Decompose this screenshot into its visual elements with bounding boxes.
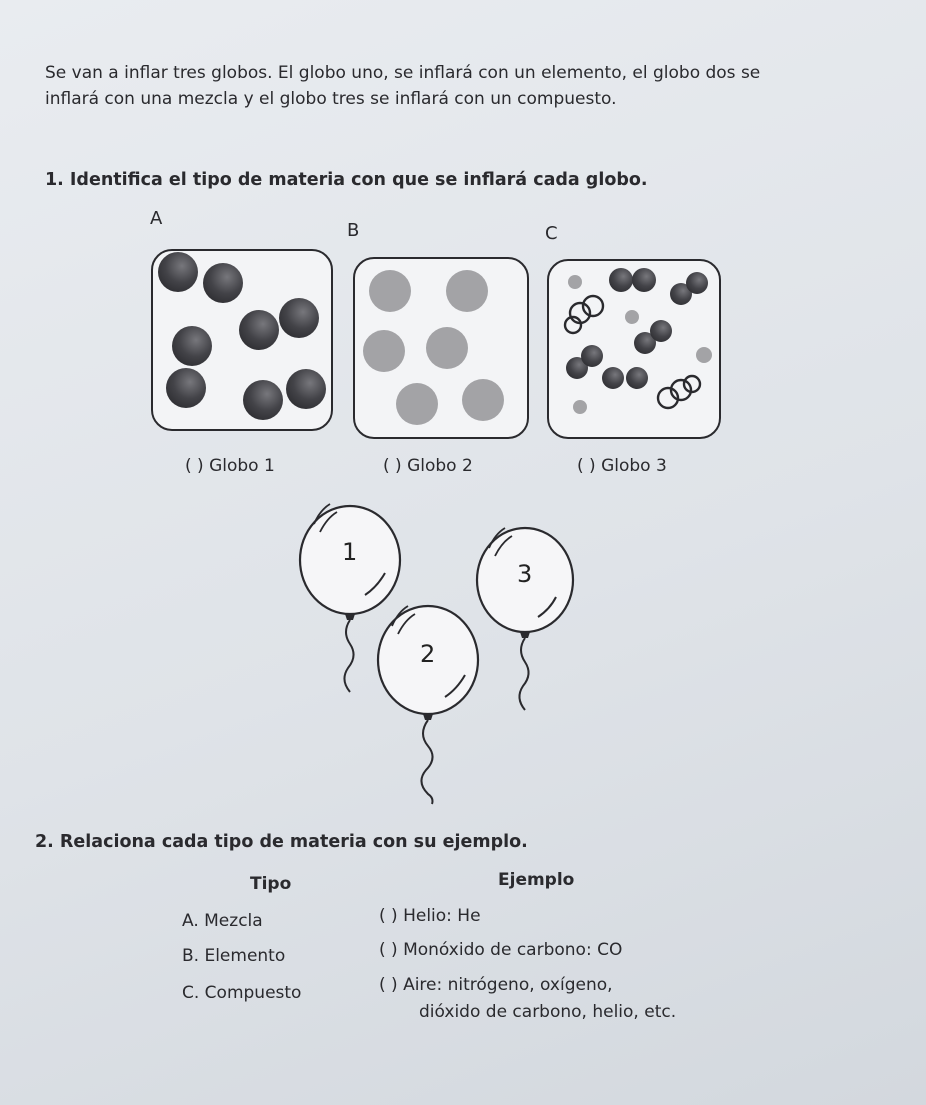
atom-b4	[426, 327, 468, 369]
example-monoxido[interactable]: ( ) Monóxido de carbono: CO	[379, 940, 623, 960]
atom-b6	[462, 379, 504, 421]
type-compuesto: C. Compuesto	[182, 983, 302, 1003]
box-b-element	[354, 258, 528, 438]
intro-line-1: Se van a inflar tres globos. El globo uno, se inflará con un elemento, el globo dos se	[45, 63, 761, 83]
type-mezcla: A. Mezcla	[182, 911, 263, 931]
answer-globo-3[interactable]: ( ) Globo 3	[577, 456, 667, 476]
balloon-3	[477, 528, 573, 710]
label-c: C	[545, 223, 558, 244]
type-elemento: B. Elemento	[182, 946, 286, 966]
atom-b5	[396, 383, 438, 425]
balloon-2-number: 2	[420, 640, 436, 668]
balloon-3-number: 3	[517, 560, 533, 588]
box-a-element	[152, 250, 332, 430]
balloon-2	[378, 606, 478, 804]
atom-c2	[625, 310, 639, 324]
atom-b1	[369, 270, 411, 312]
intro-line-2: inflará con una mezcla y el globo tres se inflará con un compuesto.	[45, 89, 617, 109]
example-aire-continuation: dióxido de carbono, helio, etc.	[419, 1002, 677, 1022]
example-aire[interactable]: ( ) Aire: nitrógeno, oxígeno,	[379, 975, 613, 995]
label-a: A	[150, 208, 163, 229]
box-c-mixture	[548, 260, 720, 438]
example-helio[interactable]: ( ) Helio: He	[379, 906, 481, 926]
answer-globo-1[interactable]: ( ) Globo 1	[185, 456, 275, 476]
balloon-1-number: 1	[342, 538, 358, 566]
atom-c3	[696, 347, 712, 363]
header-tipo: Tipo	[250, 874, 292, 894]
atom-c4	[573, 400, 587, 414]
question-1-title: 1. Identifica el tipo de materia con que se inflará cada globo.	[45, 170, 648, 190]
atom-c1	[568, 275, 582, 289]
atom-b3	[363, 330, 405, 372]
header-ejemplo: Ejemplo	[498, 870, 575, 890]
question-2-title: 2. Relaciona cada tipo de materia con su ejemplo.	[35, 832, 528, 852]
atom-b2	[446, 270, 488, 312]
answer-globo-2[interactable]: ( ) Globo 2	[383, 456, 473, 476]
label-b: B	[347, 220, 360, 241]
